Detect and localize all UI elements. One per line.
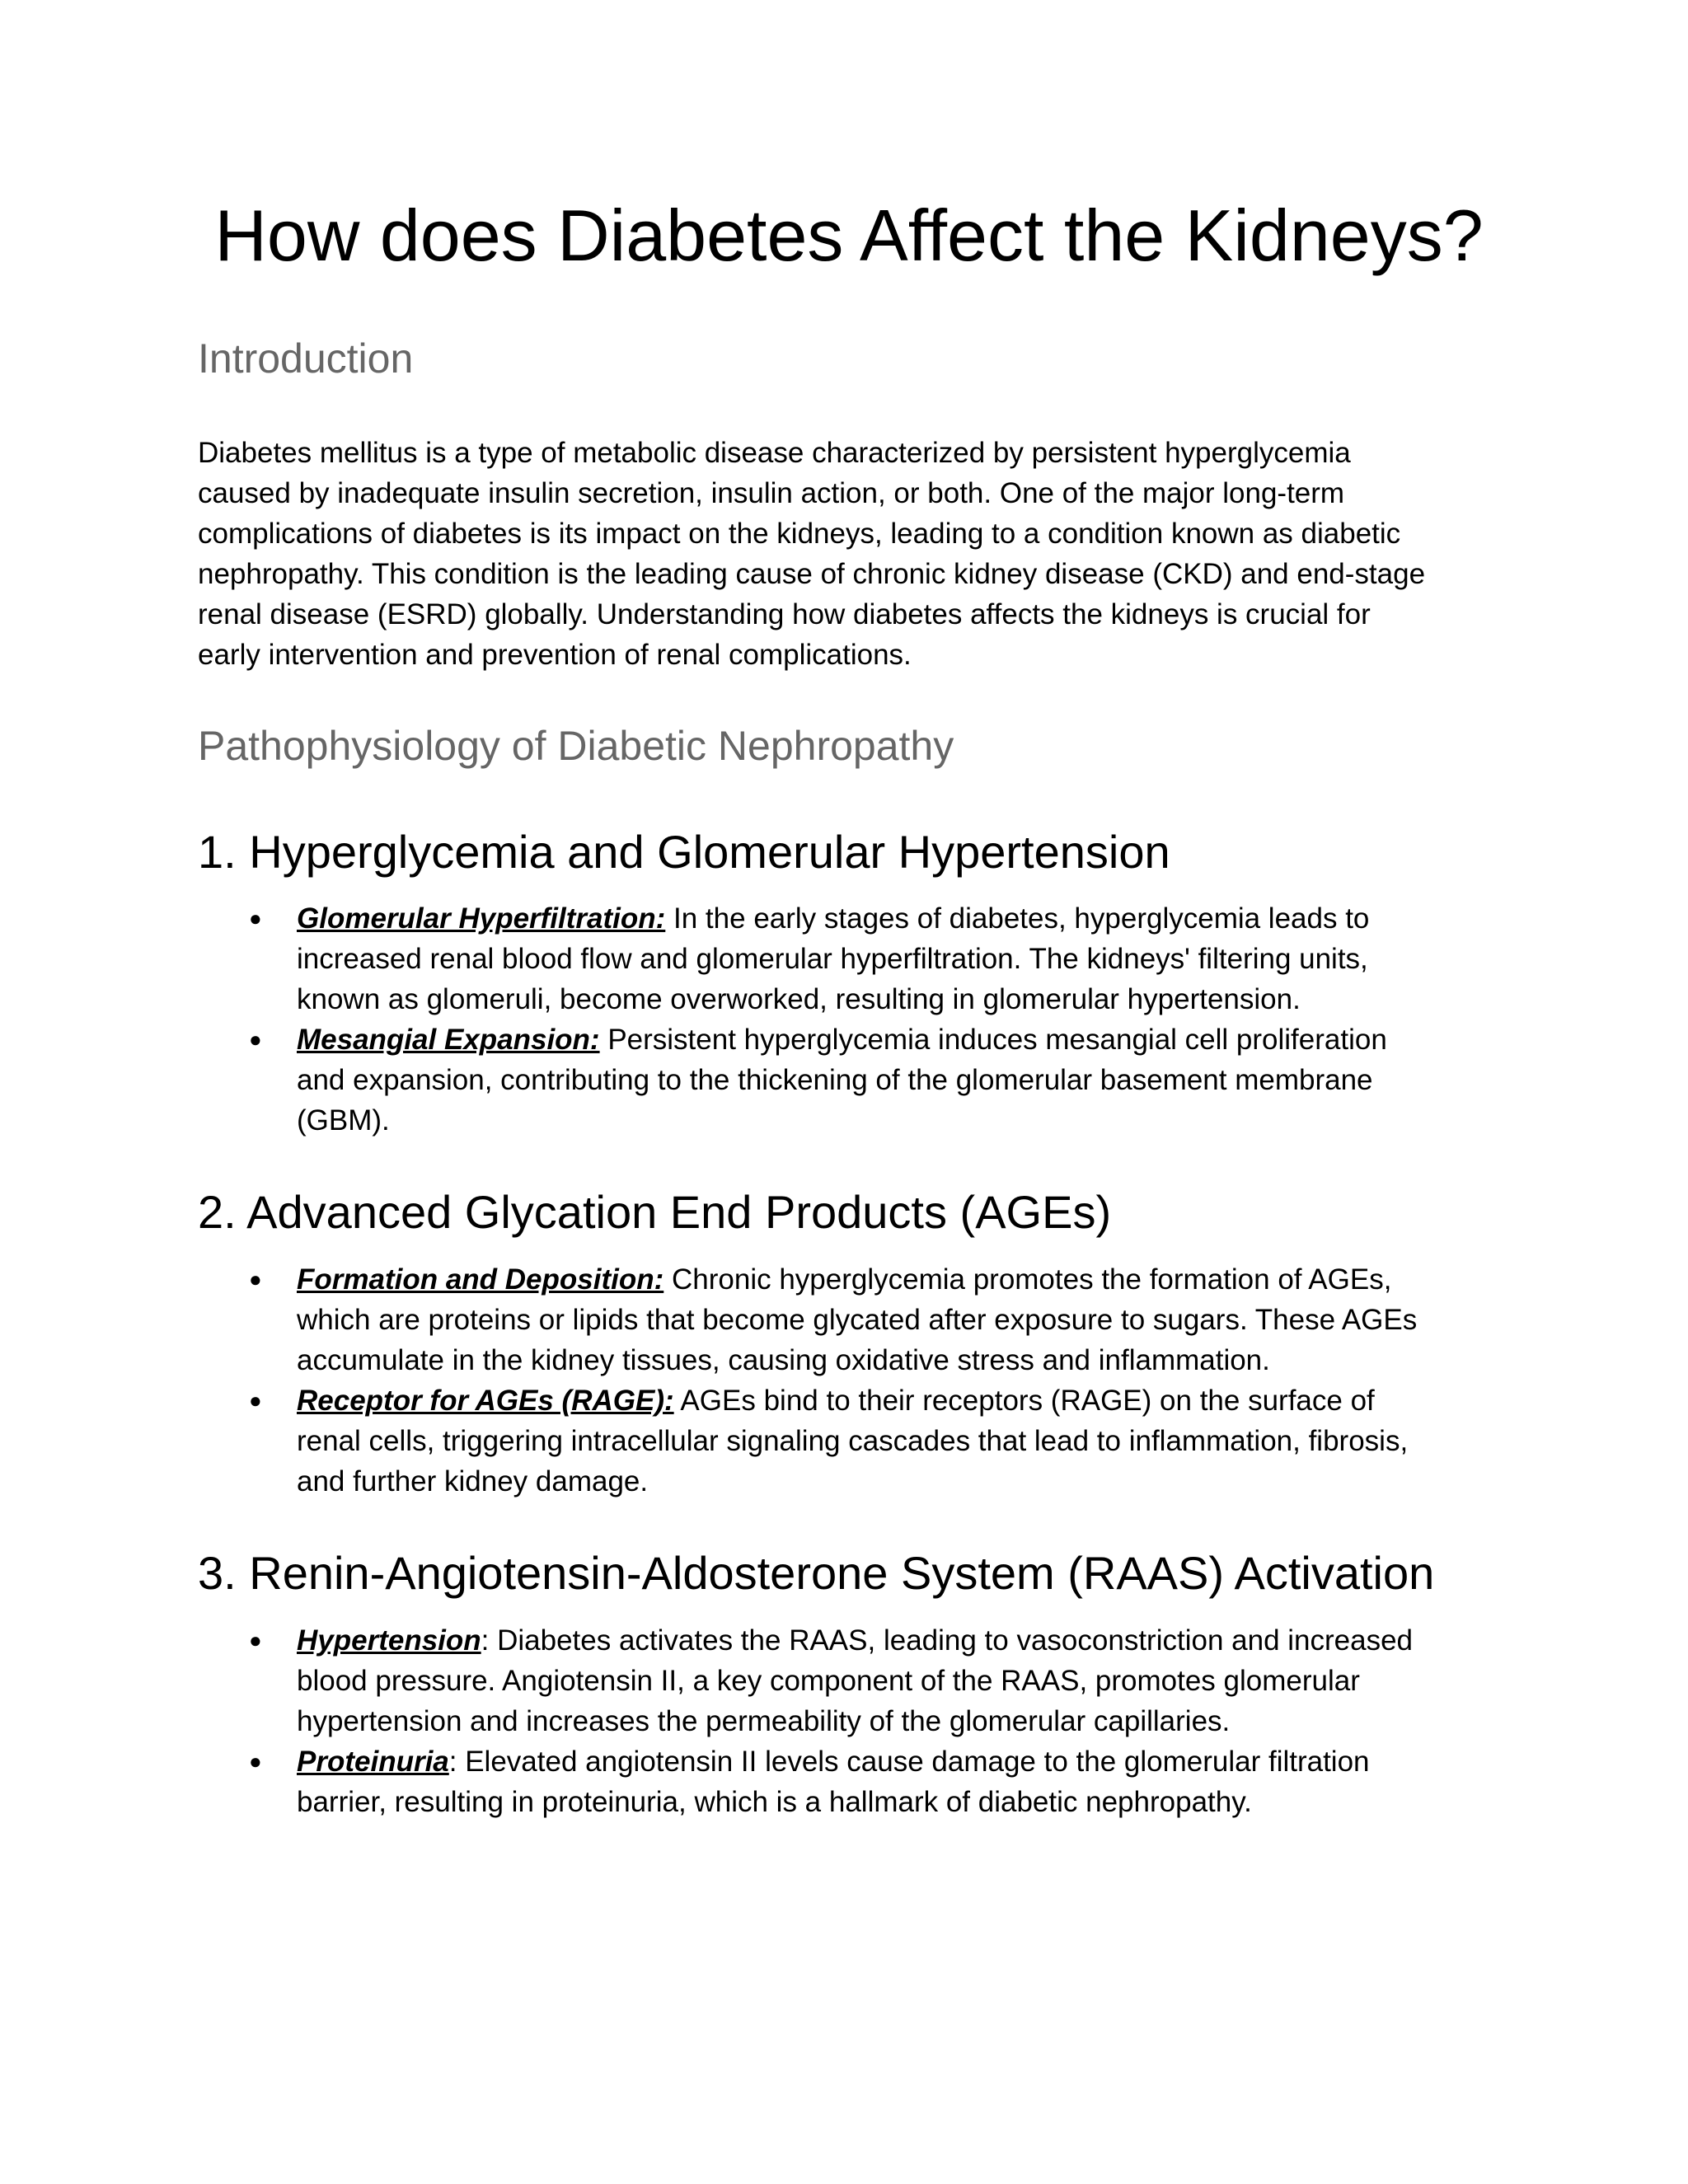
item-text: which are proteins or lipids that become glycated after exposure to sugars. These AGEs (297, 1304, 1418, 1336)
bullet-list-hyperglycemia (198, 898, 1500, 1141)
item-text: increased renal blood flow and glomerular hyperfiltration. The kidneys' filtering units, (297, 943, 1368, 975)
bullet-list-raas (198, 1620, 1500, 1822)
item-text: renal cells, triggering intracellular signaling cascades that lead to inflammation, fibrosis, (297, 1425, 1409, 1457)
bullet-icon: ● (249, 1027, 262, 1052)
intro-line: complications of diabetes is its impact on the kidneys, leading to a condition known as diabetic (198, 518, 1401, 550)
intro-line: nephropathy. This condition is the leading cause of chronic kidney disease (CKD) and end-stage (198, 558, 1426, 590)
bullet-list-ages (198, 1259, 1500, 1502)
item-text: barrier, resulting in proteinuria, which is a hallmark of diabetic nephropathy. (297, 1786, 1252, 1818)
bullet-icon: ● (249, 1628, 262, 1652)
term-label: Mesangial Expansion: (297, 1024, 600, 1056)
item-text: known as glomeruli, become overworked, resulting in glomerular hypertension. (297, 983, 1301, 1015)
bullet-icon: ● (249, 1749, 262, 1774)
intro-line: early intervention and prevention of renal complications. (198, 639, 912, 671)
item-text: : Elevated angiotensin II levels cause damage to the glomerular filtration (448, 1746, 1370, 1778)
term-label: Hypertension (297, 1624, 481, 1657)
bullet-icon: ● (249, 1388, 262, 1413)
page-title: How does Diabetes Affect the Kidneys? (214, 194, 1484, 276)
list-item (198, 898, 1500, 1019)
term-label: Receptor for AGEs (RAGE): (297, 1385, 674, 1417)
section-heading-ages: 2. Advanced Glycation End Products (AGEs) (198, 1186, 1112, 1238)
list-item (198, 1380, 1500, 1502)
bullet-icon: ● (249, 1267, 262, 1291)
item-text: Persistent hyperglycemia induces mesangial cell proliferation (599, 1024, 1387, 1056)
pathophysiology-heading: Pathophysiology of Diabetic Nephropathy (198, 723, 954, 769)
item-text: : Diabetes activates the RAAS, leading to vasoconstriction and increased (481, 1624, 1414, 1657)
term-label: Glomerular Hyperfiltration: (297, 902, 666, 935)
list-item (198, 1620, 1500, 1741)
item-text: hypertension and increases the permeability of the glomerular capillaries. (297, 1705, 1231, 1737)
list-item (198, 1741, 1500, 1822)
intro-heading: Introduction (198, 335, 414, 382)
intro-line: caused by inadequate insulin secretion, insulin action, or both. One of the major long-term (198, 477, 1345, 509)
intro-paragraph (198, 433, 1500, 675)
item-text: (GBM). (297, 1104, 390, 1137)
list-item (198, 1259, 1500, 1380)
item-text: In the early stages of diabetes, hyperglycemia leads to (665, 902, 1370, 935)
item-text: Chronic hyperglycemia promotes the formation of AGEs, (663, 1263, 1392, 1296)
term-label: Proteinuria (297, 1746, 449, 1778)
section-heading-hyperglycemia: 1. Hyperglycemia and Glomerular Hypertension (198, 826, 1170, 878)
bullet-icon: ● (249, 906, 262, 930)
item-text: blood pressure. Angiotensin II, a key component of the RAAS, promotes glomerular (297, 1665, 1360, 1697)
item-text: and further kidney damage. (297, 1465, 649, 1497)
section-heading-raas: 3. Renin-Angiotensin-Aldosterone System (RAAS) Activation (198, 1547, 1435, 1599)
list-item (198, 1019, 1500, 1141)
intro-line: Diabetes mellitus is a type of metabolic disease characterized by persistent hyperglycemia (198, 437, 1351, 469)
intro-line: renal disease (ESRD) globally. Understanding how diabetes affects the kidneys is crucial for (198, 598, 1371, 630)
item-text: AGEs bind to their receptors (RAGE) on the surface of (673, 1385, 1375, 1417)
item-text: accumulate in the kidney tissues, causing oxidative stress and inflammation. (297, 1344, 1270, 1376)
term-label: Formation and Deposition: (297, 1263, 664, 1296)
item-text: and expansion, contributing to the thickening of the glomerular basement membrane (297, 1064, 1373, 1096)
